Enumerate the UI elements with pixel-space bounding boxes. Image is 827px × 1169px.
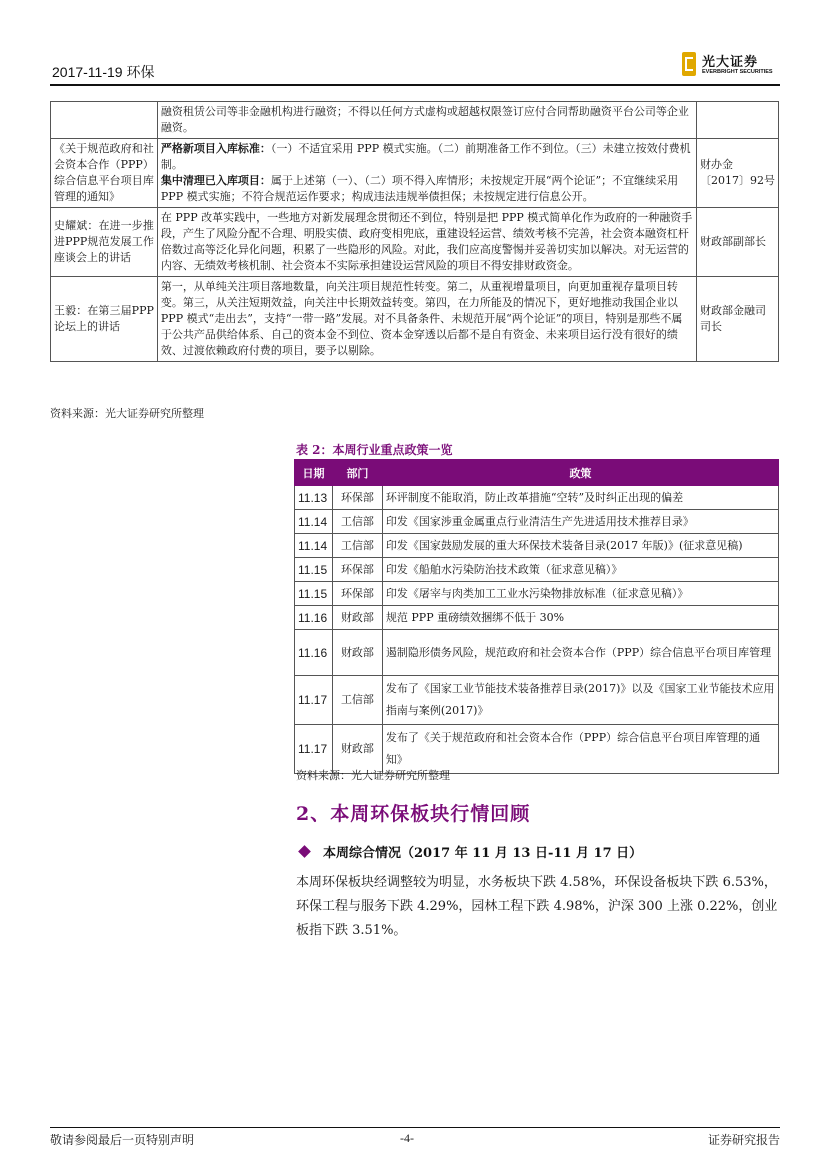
brand-name-en: EVERBRIGHT SECURITIES bbox=[702, 69, 773, 75]
cell-text: 属于上述第（一）、（二）项不得入库情形；未按规定开展“两个论证”；不宜继续采用 PPP 模式实施；不符合规范运作要求；构成违法违规举债担保；未按规定进行信息公开。 bbox=[160, 174, 679, 203]
brand-logo bbox=[682, 50, 780, 80]
table-cell: 史耀斌：在进一步推进PPP规范发展工作座谈会上的讲话 bbox=[51, 208, 158, 277]
policy-cell: 规范 PPP 重磅绩效捆绑不低于 30% bbox=[382, 606, 778, 630]
dept-cell: 环保部 bbox=[332, 486, 382, 510]
header-divider bbox=[50, 84, 780, 86]
policy-speech-table bbox=[50, 101, 779, 362]
table-cell bbox=[51, 102, 158, 139]
date-cell: 11.15 bbox=[295, 558, 333, 582]
table-cell bbox=[697, 102, 779, 139]
disclaimer-note: 敬请参阅最后一页特别声明 bbox=[50, 1133, 195, 1147]
dept-cell: 财政部 bbox=[332, 606, 382, 630]
date-cell: 11.16 bbox=[295, 630, 333, 676]
dept-cell: 工信部 bbox=[332, 676, 382, 725]
brand-name-cn: 光大证券 bbox=[702, 55, 759, 70]
table-cell: 第一，从单纯关注项目落地数量，向关注项目规范性转变。第二，从重视增量项目，向更加重视存量项目转变。第三，从关注短期效益，向关注中长期效益转变。第四，在力所能及的情况下，更好地推动我国企业以 PPP 模式“走出去”，支持“一带一路”发展。对不具备条件、未规范开展“两个论证”的项目，特别是那些不属于公共产品供给体系、自己的资本金不到位、资本金穿透以后都不是自有资金、未来项目运行没有很好的绩效、过渡依赖政府付费的项目，要予以剔除。 bbox=[157, 277, 696, 362]
table1-source: 资料来源：光大证券研究所整理 bbox=[50, 407, 204, 420]
bold-heading: 集中清理已入库项目： bbox=[160, 174, 271, 187]
table-row bbox=[295, 558, 779, 582]
cell-text: （一）不适宜采用 PPP 模式实施。（二）前期准备工作不到位。（三）未建立按效付费机制。 bbox=[160, 142, 691, 171]
footer-divider bbox=[50, 1127, 780, 1128]
policy-cell: 发布了《关于规范政府和社会资本合作（PPP）综合信息平台项目库管理的通知》 bbox=[382, 725, 778, 774]
table-cell: 财政部金融司司长 bbox=[697, 277, 779, 362]
bold-heading: 严格新项目入库标准： bbox=[160, 142, 271, 155]
subsection-text: 本周综合情况（2017 年 11 月 13 日-11 月 17 日） bbox=[323, 846, 643, 861]
section-title: 2、本周环保板块行情回顾 bbox=[296, 803, 531, 825]
date-cell: 11.13 bbox=[295, 486, 333, 510]
date-cell: 11.17 bbox=[295, 725, 333, 774]
table-row bbox=[51, 208, 779, 277]
table-cell: 王毅：在第三届PPP论坛上的讲话 bbox=[51, 277, 158, 362]
table-row bbox=[51, 102, 779, 139]
policy-cell: 印发《船舶水污染防治技术政策（征求意见稿）》 bbox=[382, 558, 778, 582]
column-header: 部门 bbox=[332, 460, 382, 486]
table2-source: 资料来源：光大证券研究所整理 bbox=[296, 769, 450, 782]
market-review-paragraph: 本周环保板块经调整较为明显，水务板块下跌 4.58%，环保设备板块下跌 6.53%，环保工程与服务下跌 4.29%，园林工程下跌 4.98%，沪深 300 上涨 0.22%，创业板指下跌 3.51%。 bbox=[296, 875, 778, 938]
policy-cell: 环评制度不能取消，防止改革措施“空转”及时纠正出现的偏差 bbox=[382, 486, 778, 510]
policy-cell: 印发《国家涉重金属重点行业清洁生产先进适用技术推荐目录》 bbox=[382, 510, 778, 534]
dept-cell: 财政部 bbox=[332, 630, 382, 676]
policy-cell: 印发《国家鼓励发展的重大环保技术装备目录(2017 年版)》(征求意见稿) bbox=[382, 534, 778, 558]
table-cell bbox=[157, 139, 696, 208]
table-cell: 财办金〔2017〕92号 bbox=[697, 139, 779, 208]
table-cell: 《关于规范政府和社会资本合作（PPP）综合信息平台项目库管理的通知》 bbox=[51, 139, 158, 208]
table-cell: 融资租赁公司等非金融机构进行融资；不得以任何方式虚构或超越权限签订应付合同帮助融资平台公司等企业融资。 bbox=[157, 102, 696, 139]
table-row bbox=[295, 630, 779, 676]
date-cell: 11.14 bbox=[295, 510, 333, 534]
page-header bbox=[50, 55, 780, 84]
policy-cell: 遏制隐形债务风险，规范政府和社会资本合作（PPP）综合信息平台项目库管理 bbox=[382, 630, 778, 676]
date-cell: 11.16 bbox=[295, 606, 333, 630]
logo-icon bbox=[682, 52, 696, 76]
table-cell: 在 PPP 改革实践中，一些地方对新发展理念贯彻还不到位，特别是把 PPP 模式简单化作为政府的一种融资手段，产生了风险分配不合理、明股实债、政府变相兜底，重建设轻运营、绩效考核不完善，社会资本融资杠杆倍数过高等泛化异化问题，积累了一些隐形的风险。对此，我们应高度警惕并妥善切实加以解决。对无运营的内容、无绩效考核机制、社会资本不实际承担建设运营风险的项目不得安排财政资金。 bbox=[157, 208, 696, 277]
table-cell: 财政部副部长 bbox=[697, 208, 779, 277]
table-row bbox=[295, 486, 779, 510]
diamond-bullet-icon bbox=[298, 845, 311, 858]
table-header-row bbox=[295, 460, 779, 486]
date-cell: 11.14 bbox=[295, 534, 333, 558]
weekly-policy-table bbox=[294, 459, 779, 774]
dept-cell: 工信部 bbox=[332, 510, 382, 534]
table-row bbox=[295, 582, 779, 606]
report-type: 证券研究报告 bbox=[707, 1133, 780, 1147]
page-number: -4- bbox=[400, 1131, 414, 1145]
report-date-sector: 2017-11-19 环保 bbox=[52, 64, 155, 80]
table-row bbox=[295, 510, 779, 534]
table-row bbox=[295, 534, 779, 558]
table2-title: 表 2：本周行业重点政策一览 bbox=[296, 443, 453, 457]
dept-cell: 环保部 bbox=[332, 582, 382, 606]
policy-cell: 印发《屠宰与肉类加工工业水污染物排放标准（征求意见稿）》 bbox=[382, 582, 778, 606]
column-header: 日期 bbox=[295, 460, 333, 486]
table-row bbox=[51, 277, 779, 362]
subsection-title bbox=[296, 842, 642, 861]
dept-cell: 工信部 bbox=[332, 534, 382, 558]
column-header: 政策 bbox=[382, 460, 778, 486]
table-row bbox=[295, 676, 779, 725]
table-row bbox=[295, 606, 779, 630]
date-cell: 11.17 bbox=[295, 676, 333, 725]
dept-cell: 环保部 bbox=[332, 558, 382, 582]
dept-cell: 财政部 bbox=[332, 725, 382, 774]
table-row bbox=[51, 139, 779, 208]
policy-cell: 发布了《国家工业节能技术装备推荐目录(2017)》以及《国家工业节能技术应用指南与案例(2017)》 bbox=[382, 676, 778, 725]
date-cell: 11.15 bbox=[295, 582, 333, 606]
